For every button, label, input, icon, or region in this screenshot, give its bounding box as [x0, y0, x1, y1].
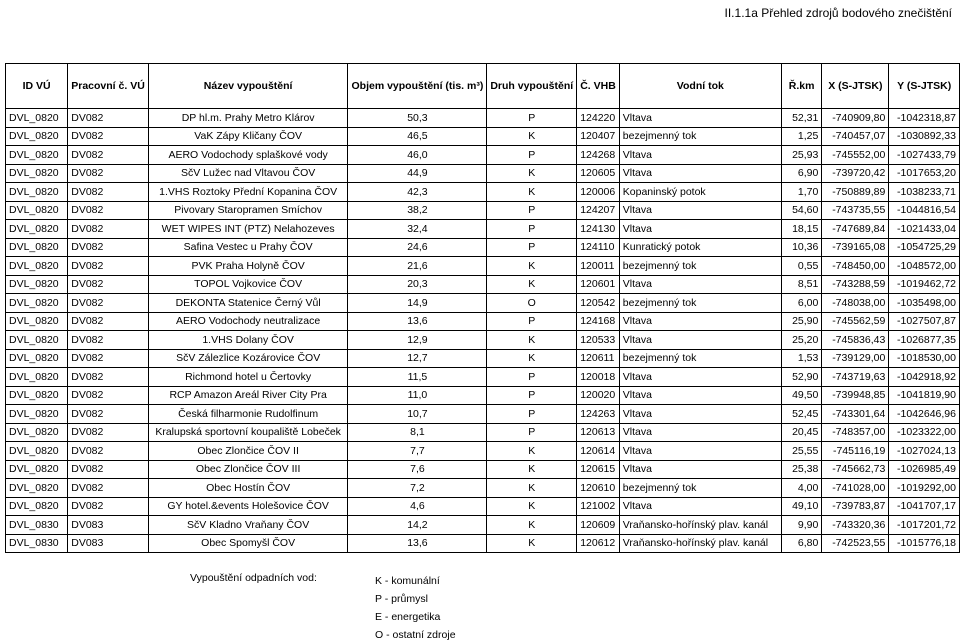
cell-c-vhb: 124263 [577, 405, 620, 424]
header-nazev: Název vypouštění [148, 64, 348, 109]
cell-y: -1019462,72 [889, 275, 960, 294]
cell-objem: 11,5 [348, 368, 487, 387]
cell-druh: O [487, 294, 577, 313]
cell-id-vu: DVL_0820 [6, 497, 68, 516]
cell-x: -742523,55 [822, 534, 889, 553]
cell-c-vhb: 120407 [577, 127, 620, 146]
cell-nazev: TOPOL Vojkovice ČOV [148, 275, 348, 294]
cell-pracovni-vu: DV082 [68, 460, 149, 479]
cell-nazev: 1.VHS Dolany ČOV [148, 331, 348, 350]
cell-vodni-tok: Vltava [619, 312, 781, 331]
cell-id-vu: DVL_0820 [6, 405, 68, 424]
cell-c-vhb: 121002 [577, 497, 620, 516]
cell-c-vhb: 124268 [577, 146, 620, 165]
cell-c-vhb: 120018 [577, 368, 620, 387]
cell-objem: 4,6 [348, 497, 487, 516]
cell-vodni-tok: Vltava [619, 423, 781, 442]
cell-c-vhb: 120533 [577, 331, 620, 350]
cell-objem: 21,6 [348, 257, 487, 276]
cell-nazev: Richmond hotel u Čertovky [148, 368, 348, 387]
cell-x: -739129,00 [822, 349, 889, 368]
cell-id-vu: DVL_0820 [6, 127, 68, 146]
page-title: II.1.1a Přehled zdrojů bodového znečištění [724, 6, 952, 20]
table-row [6, 534, 960, 553]
cell-pracovni-vu: DV083 [68, 534, 149, 553]
table-row [6, 109, 960, 128]
cell-pracovni-vu: DV082 [68, 368, 149, 387]
cell-rkm: 6,00 [781, 294, 821, 313]
cell-rkm: 6,90 [781, 164, 821, 183]
cell-pracovni-vu: DV082 [68, 146, 149, 165]
cell-y: -1026877,35 [889, 331, 960, 350]
cell-y: -1042918,92 [889, 368, 960, 387]
cell-druh: P [487, 220, 577, 239]
cell-nazev: RCP Amazon Areál River City Pra [148, 386, 348, 405]
cell-x: -748357,00 [822, 423, 889, 442]
cell-vodni-tok: Vltava [619, 164, 781, 183]
table-row [6, 275, 960, 294]
legend-item-komunalni: K - komunální [375, 575, 440, 587]
cell-vodni-tok: Vltava [619, 331, 781, 350]
cell-pracovni-vu: DV082 [68, 479, 149, 498]
cell-nazev: DP hl.m. Prahy Metro Klárov [148, 109, 348, 128]
legend-item-prumysl: P - průmysl [375, 593, 428, 605]
cell-vodni-tok: Kunratický potok [619, 238, 781, 257]
cell-y: -1048572,00 [889, 257, 960, 276]
cell-druh: K [487, 275, 577, 294]
cell-pracovni-vu: DV082 [68, 127, 149, 146]
cell-nazev: Obec Zlončice ČOV II [148, 442, 348, 461]
cell-pracovni-vu: DV083 [68, 516, 149, 535]
cell-y: -1017653,20 [889, 164, 960, 183]
cell-y: -1041707,17 [889, 497, 960, 516]
cell-vodni-tok: Vltava [619, 275, 781, 294]
cell-x: -748038,00 [822, 294, 889, 313]
cell-rkm: 52,45 [781, 405, 821, 424]
cell-c-vhb: 124110 [577, 238, 620, 257]
cell-nazev: DEKONTA Statenice Černý Vůl [148, 294, 348, 313]
cell-druh: K [487, 497, 577, 516]
cell-c-vhb: 124220 [577, 109, 620, 128]
cell-objem: 7,6 [348, 460, 487, 479]
cell-rkm: 10,36 [781, 238, 821, 257]
table-row [6, 127, 960, 146]
cell-vodni-tok: Vltava [619, 386, 781, 405]
cell-druh: K [487, 164, 577, 183]
cell-y: -1030892,33 [889, 127, 960, 146]
cell-pracovni-vu: DV082 [68, 497, 149, 516]
cell-x: -739720,42 [822, 164, 889, 183]
cell-y: -1038233,71 [889, 183, 960, 202]
cell-nazev: Obec Zlončice ČOV III [148, 460, 348, 479]
cell-c-vhb: 120609 [577, 516, 620, 535]
table-row [6, 442, 960, 461]
cell-x: -740909,80 [822, 109, 889, 128]
cell-vodni-tok: Vltava [619, 405, 781, 424]
cell-y: -1026985,49 [889, 460, 960, 479]
cell-id-vu: DVL_0820 [6, 183, 68, 202]
cell-nazev: GY hotel.&events Holešovice ČOV [148, 497, 348, 516]
cell-nazev: SčV Kladno Vraňany ČOV [148, 516, 348, 535]
cell-druh: P [487, 368, 577, 387]
cell-x: -739948,85 [822, 386, 889, 405]
table-row [6, 312, 960, 331]
cell-nazev: PVK Praha Holyně ČOV [148, 257, 348, 276]
table-row [6, 257, 960, 276]
cell-id-vu: DVL_0830 [6, 516, 68, 535]
cell-nazev: Kralupská sportovní koupaliště Lobeček [148, 423, 348, 442]
header-rkm: Ř.km [781, 64, 821, 109]
table-header-row [6, 64, 960, 109]
cell-nazev: Pivovary Staropramen Smíchov [148, 201, 348, 220]
cell-pracovni-vu: DV082 [68, 109, 149, 128]
cell-rkm: 49,10 [781, 497, 821, 516]
cell-c-vhb: 120615 [577, 460, 620, 479]
cell-nazev: Safina Vestec u Prahy ČOV [148, 238, 348, 257]
cell-rkm: 20,45 [781, 423, 821, 442]
cell-id-vu: DVL_0820 [6, 146, 68, 165]
cell-rkm: 25,38 [781, 460, 821, 479]
cell-objem: 44,9 [348, 164, 487, 183]
cell-vodni-tok: bezejmenný tok [619, 127, 781, 146]
cell-rkm: 1,25 [781, 127, 821, 146]
cell-id-vu: DVL_0820 [6, 368, 68, 387]
cell-vodni-tok: Vltava [619, 368, 781, 387]
cell-vodni-tok: Vltava [619, 109, 781, 128]
cell-rkm: 54,60 [781, 201, 821, 220]
cell-rkm: 25,20 [781, 331, 821, 350]
table-row [6, 479, 960, 498]
cell-y: -1042646,96 [889, 405, 960, 424]
cell-c-vhb: 124168 [577, 312, 620, 331]
cell-id-vu: DVL_0820 [6, 349, 68, 368]
cell-druh: P [487, 405, 577, 424]
cell-objem: 12,9 [348, 331, 487, 350]
cell-pracovni-vu: DV082 [68, 183, 149, 202]
pollution-sources-table [5, 63, 960, 553]
cell-druh: K [487, 331, 577, 350]
table-row [6, 405, 960, 424]
cell-y: -1015776,18 [889, 534, 960, 553]
cell-c-vhb: 120610 [577, 479, 620, 498]
legend-items [375, 572, 456, 644]
cell-nazev: Obec Hostín ČOV [148, 479, 348, 498]
cell-pracovni-vu: DV082 [68, 220, 149, 239]
cell-c-vhb: 124207 [577, 201, 620, 220]
cell-rkm: 25,90 [781, 312, 821, 331]
table-row [6, 423, 960, 442]
cell-vodni-tok: Vraňansko-hořínský plav. kanál [619, 516, 781, 535]
cell-objem: 50,3 [348, 109, 487, 128]
cell-druh: P [487, 238, 577, 257]
cell-pracovni-vu: DV082 [68, 238, 149, 257]
cell-x: -743719,63 [822, 368, 889, 387]
cell-objem: 14,2 [348, 516, 487, 535]
cell-y: -1027024,13 [889, 442, 960, 461]
table-row [6, 331, 960, 350]
cell-vodni-tok: Vltava [619, 497, 781, 516]
cell-id-vu: DVL_0830 [6, 534, 68, 553]
cell-c-vhb: 120006 [577, 183, 620, 202]
cell-vodni-tok: bezejmenný tok [619, 257, 781, 276]
cell-vodni-tok: bezejmenný tok [619, 294, 781, 313]
table-row [6, 497, 960, 516]
cell-druh: K [487, 127, 577, 146]
cell-vodni-tok: bezejmenný tok [619, 349, 781, 368]
cell-rkm: 25,55 [781, 442, 821, 461]
header-objem: Objem vypouštění (tis. m³) [348, 64, 487, 109]
cell-rkm: 4,00 [781, 479, 821, 498]
cell-vodni-tok: Vltava [619, 201, 781, 220]
cell-vodni-tok: Kopaninský potok [619, 183, 781, 202]
cell-pracovni-vu: DV082 [68, 294, 149, 313]
cell-nazev: Obec Spomyšl ČOV [148, 534, 348, 553]
cell-objem: 12,7 [348, 349, 487, 368]
cell-druh: K [487, 257, 577, 276]
cell-x: -741028,00 [822, 479, 889, 498]
cell-rkm: 52,31 [781, 109, 821, 128]
table-row [6, 386, 960, 405]
cell-x: -745552,00 [822, 146, 889, 165]
header-druh: Druh vypouštění [487, 64, 577, 109]
cell-rkm: 1,70 [781, 183, 821, 202]
cell-x: -743288,59 [822, 275, 889, 294]
cell-druh: P [487, 109, 577, 128]
cell-objem: 42,3 [348, 183, 487, 202]
cell-x: -739165,08 [822, 238, 889, 257]
cell-c-vhb: 120611 [577, 349, 620, 368]
cell-druh: P [487, 146, 577, 165]
cell-x: -748450,00 [822, 257, 889, 276]
table-row [6, 460, 960, 479]
cell-pracovni-vu: DV082 [68, 331, 149, 350]
cell-nazev: SčV Zálezlice Kozárovice ČOV [148, 349, 348, 368]
cell-rkm: 18,15 [781, 220, 821, 239]
cell-c-vhb: 124130 [577, 220, 620, 239]
cell-vodni-tok: Vltava [619, 442, 781, 461]
cell-objem: 14,9 [348, 294, 487, 313]
cell-y: -1027433,79 [889, 146, 960, 165]
cell-objem: 7,7 [348, 442, 487, 461]
cell-y: -1019292,00 [889, 479, 960, 498]
header-vodni-tok: Vodní tok [619, 64, 781, 109]
cell-nazev: 1.VHS Roztoky Přední Kopanina ČOV [148, 183, 348, 202]
cell-objem: 38,2 [348, 201, 487, 220]
header-c-vhb: Č. VHB [577, 64, 620, 109]
cell-pracovni-vu: DV082 [68, 349, 149, 368]
cell-rkm: 1,53 [781, 349, 821, 368]
cell-c-vhb: 120614 [577, 442, 620, 461]
cell-nazev: Česká filharmonie Rudolfinum [148, 405, 348, 424]
cell-c-vhb: 120020 [577, 386, 620, 405]
cell-x: -745562,59 [822, 312, 889, 331]
cell-y: -1054725,29 [889, 238, 960, 257]
cell-druh: P [487, 312, 577, 331]
cell-y: -1017201,72 [889, 516, 960, 535]
cell-objem: 11,0 [348, 386, 487, 405]
cell-x: -745836,43 [822, 331, 889, 350]
cell-id-vu: DVL_0820 [6, 442, 68, 461]
cell-vodni-tok: Vltava [619, 460, 781, 479]
cell-druh: P [487, 386, 577, 405]
header-pracovni-vu: Pracovní č. VÚ [68, 64, 149, 109]
cell-y: -1042318,87 [889, 109, 960, 128]
cell-c-vhb: 120613 [577, 423, 620, 442]
cell-rkm: 52,90 [781, 368, 821, 387]
cell-pracovni-vu: DV082 [68, 275, 149, 294]
cell-pracovni-vu: DV082 [68, 312, 149, 331]
cell-objem: 13,6 [348, 534, 487, 553]
cell-x: -743320,36 [822, 516, 889, 535]
cell-objem: 46,5 [348, 127, 487, 146]
cell-druh: K [487, 460, 577, 479]
cell-nazev: VaK Zápy Kličany ČOV [148, 127, 348, 146]
cell-rkm: 0,55 [781, 257, 821, 276]
table-row [6, 294, 960, 313]
table-row [6, 349, 960, 368]
table-row [6, 516, 960, 535]
cell-druh: K [487, 442, 577, 461]
header-id-vu: ID VÚ [6, 64, 68, 109]
cell-y: -1044816,54 [889, 201, 960, 220]
table-row [6, 146, 960, 165]
cell-y: -1018530,00 [889, 349, 960, 368]
table-row [6, 183, 960, 202]
cell-id-vu: DVL_0820 [6, 460, 68, 479]
cell-pracovni-vu: DV082 [68, 164, 149, 183]
cell-nazev: AERO Vodochody neutralizace [148, 312, 348, 331]
cell-rkm: 25,93 [781, 146, 821, 165]
cell-x: -740457,07 [822, 127, 889, 146]
cell-druh: K [487, 534, 577, 553]
cell-objem: 7,2 [348, 479, 487, 498]
cell-id-vu: DVL_0820 [6, 109, 68, 128]
cell-druh: K [487, 349, 577, 368]
cell-druh: K [487, 516, 577, 535]
cell-vodni-tok: Vltava [619, 146, 781, 165]
cell-druh: P [487, 201, 577, 220]
cell-c-vhb: 120601 [577, 275, 620, 294]
cell-nazev: AERO Vodochody splaškové vody [148, 146, 348, 165]
cell-x: -739783,87 [822, 497, 889, 516]
cell-rkm: 9,90 [781, 516, 821, 535]
cell-pracovni-vu: DV082 [68, 405, 149, 424]
cell-rkm: 8,51 [781, 275, 821, 294]
cell-rkm: 6,80 [781, 534, 821, 553]
cell-pracovni-vu: DV082 [68, 257, 149, 276]
cell-objem: 46,0 [348, 146, 487, 165]
table-row [6, 201, 960, 220]
cell-id-vu: DVL_0820 [6, 479, 68, 498]
cell-c-vhb: 120605 [577, 164, 620, 183]
cell-y: -1041819,90 [889, 386, 960, 405]
cell-rkm: 49,50 [781, 386, 821, 405]
cell-nazev: SčV Lužec nad Vltavou ČOV [148, 164, 348, 183]
cell-vodni-tok: Vraňansko-hořínský plav. kanál [619, 534, 781, 553]
legend-title: Vypouštění odpadních vod: [190, 572, 317, 584]
legend-item-ostatni: O - ostatní zdroje [375, 629, 456, 641]
cell-vodni-tok: Vltava [619, 220, 781, 239]
cell-id-vu: DVL_0820 [6, 331, 68, 350]
cell-y: -1035498,00 [889, 294, 960, 313]
cell-x: -745116,19 [822, 442, 889, 461]
cell-id-vu: DVL_0820 [6, 257, 68, 276]
table-row [6, 220, 960, 239]
cell-id-vu: DVL_0820 [6, 275, 68, 294]
cell-druh: K [487, 479, 577, 498]
table-row [6, 238, 960, 257]
cell-x: -743301,64 [822, 405, 889, 424]
header-x: X (S-JTSK) [822, 64, 889, 109]
cell-objem: 8,1 [348, 423, 487, 442]
header-y: Y (S-JTSK) [889, 64, 960, 109]
cell-pracovni-vu: DV082 [68, 386, 149, 405]
cell-id-vu: DVL_0820 [6, 164, 68, 183]
cell-id-vu: DVL_0820 [6, 312, 68, 331]
cell-druh: K [487, 183, 577, 202]
cell-y: -1021433,04 [889, 220, 960, 239]
cell-id-vu: DVL_0820 [6, 220, 68, 239]
cell-id-vu: DVL_0820 [6, 423, 68, 442]
cell-pracovni-vu: DV082 [68, 423, 149, 442]
cell-objem: 13,6 [348, 312, 487, 331]
table-row [6, 368, 960, 387]
cell-objem: 32,4 [348, 220, 487, 239]
cell-c-vhb: 120542 [577, 294, 620, 313]
cell-vodni-tok: bezejmenný tok [619, 479, 781, 498]
cell-c-vhb: 120612 [577, 534, 620, 553]
cell-x: -750889,89 [822, 183, 889, 202]
cell-id-vu: DVL_0820 [6, 201, 68, 220]
legend-item-energetika: E - energetika [375, 611, 441, 623]
cell-objem: 24,6 [348, 238, 487, 257]
cell-id-vu: DVL_0820 [6, 238, 68, 257]
cell-y: -1027507,87 [889, 312, 960, 331]
cell-objem: 20,3 [348, 275, 487, 294]
cell-nazev: WET WIPES INT (PTZ) Nelahozeves [148, 220, 348, 239]
cell-objem: 10,7 [348, 405, 487, 424]
cell-x: -747689,84 [822, 220, 889, 239]
cell-x: -743735,55 [822, 201, 889, 220]
cell-c-vhb: 120011 [577, 257, 620, 276]
cell-y: -1023322,00 [889, 423, 960, 442]
cell-id-vu: DVL_0820 [6, 294, 68, 313]
cell-pracovni-vu: DV082 [68, 201, 149, 220]
cell-x: -745662,73 [822, 460, 889, 479]
cell-id-vu: DVL_0820 [6, 386, 68, 405]
cell-pracovni-vu: DV082 [68, 442, 149, 461]
table-row [6, 164, 960, 183]
cell-druh: P [487, 423, 577, 442]
